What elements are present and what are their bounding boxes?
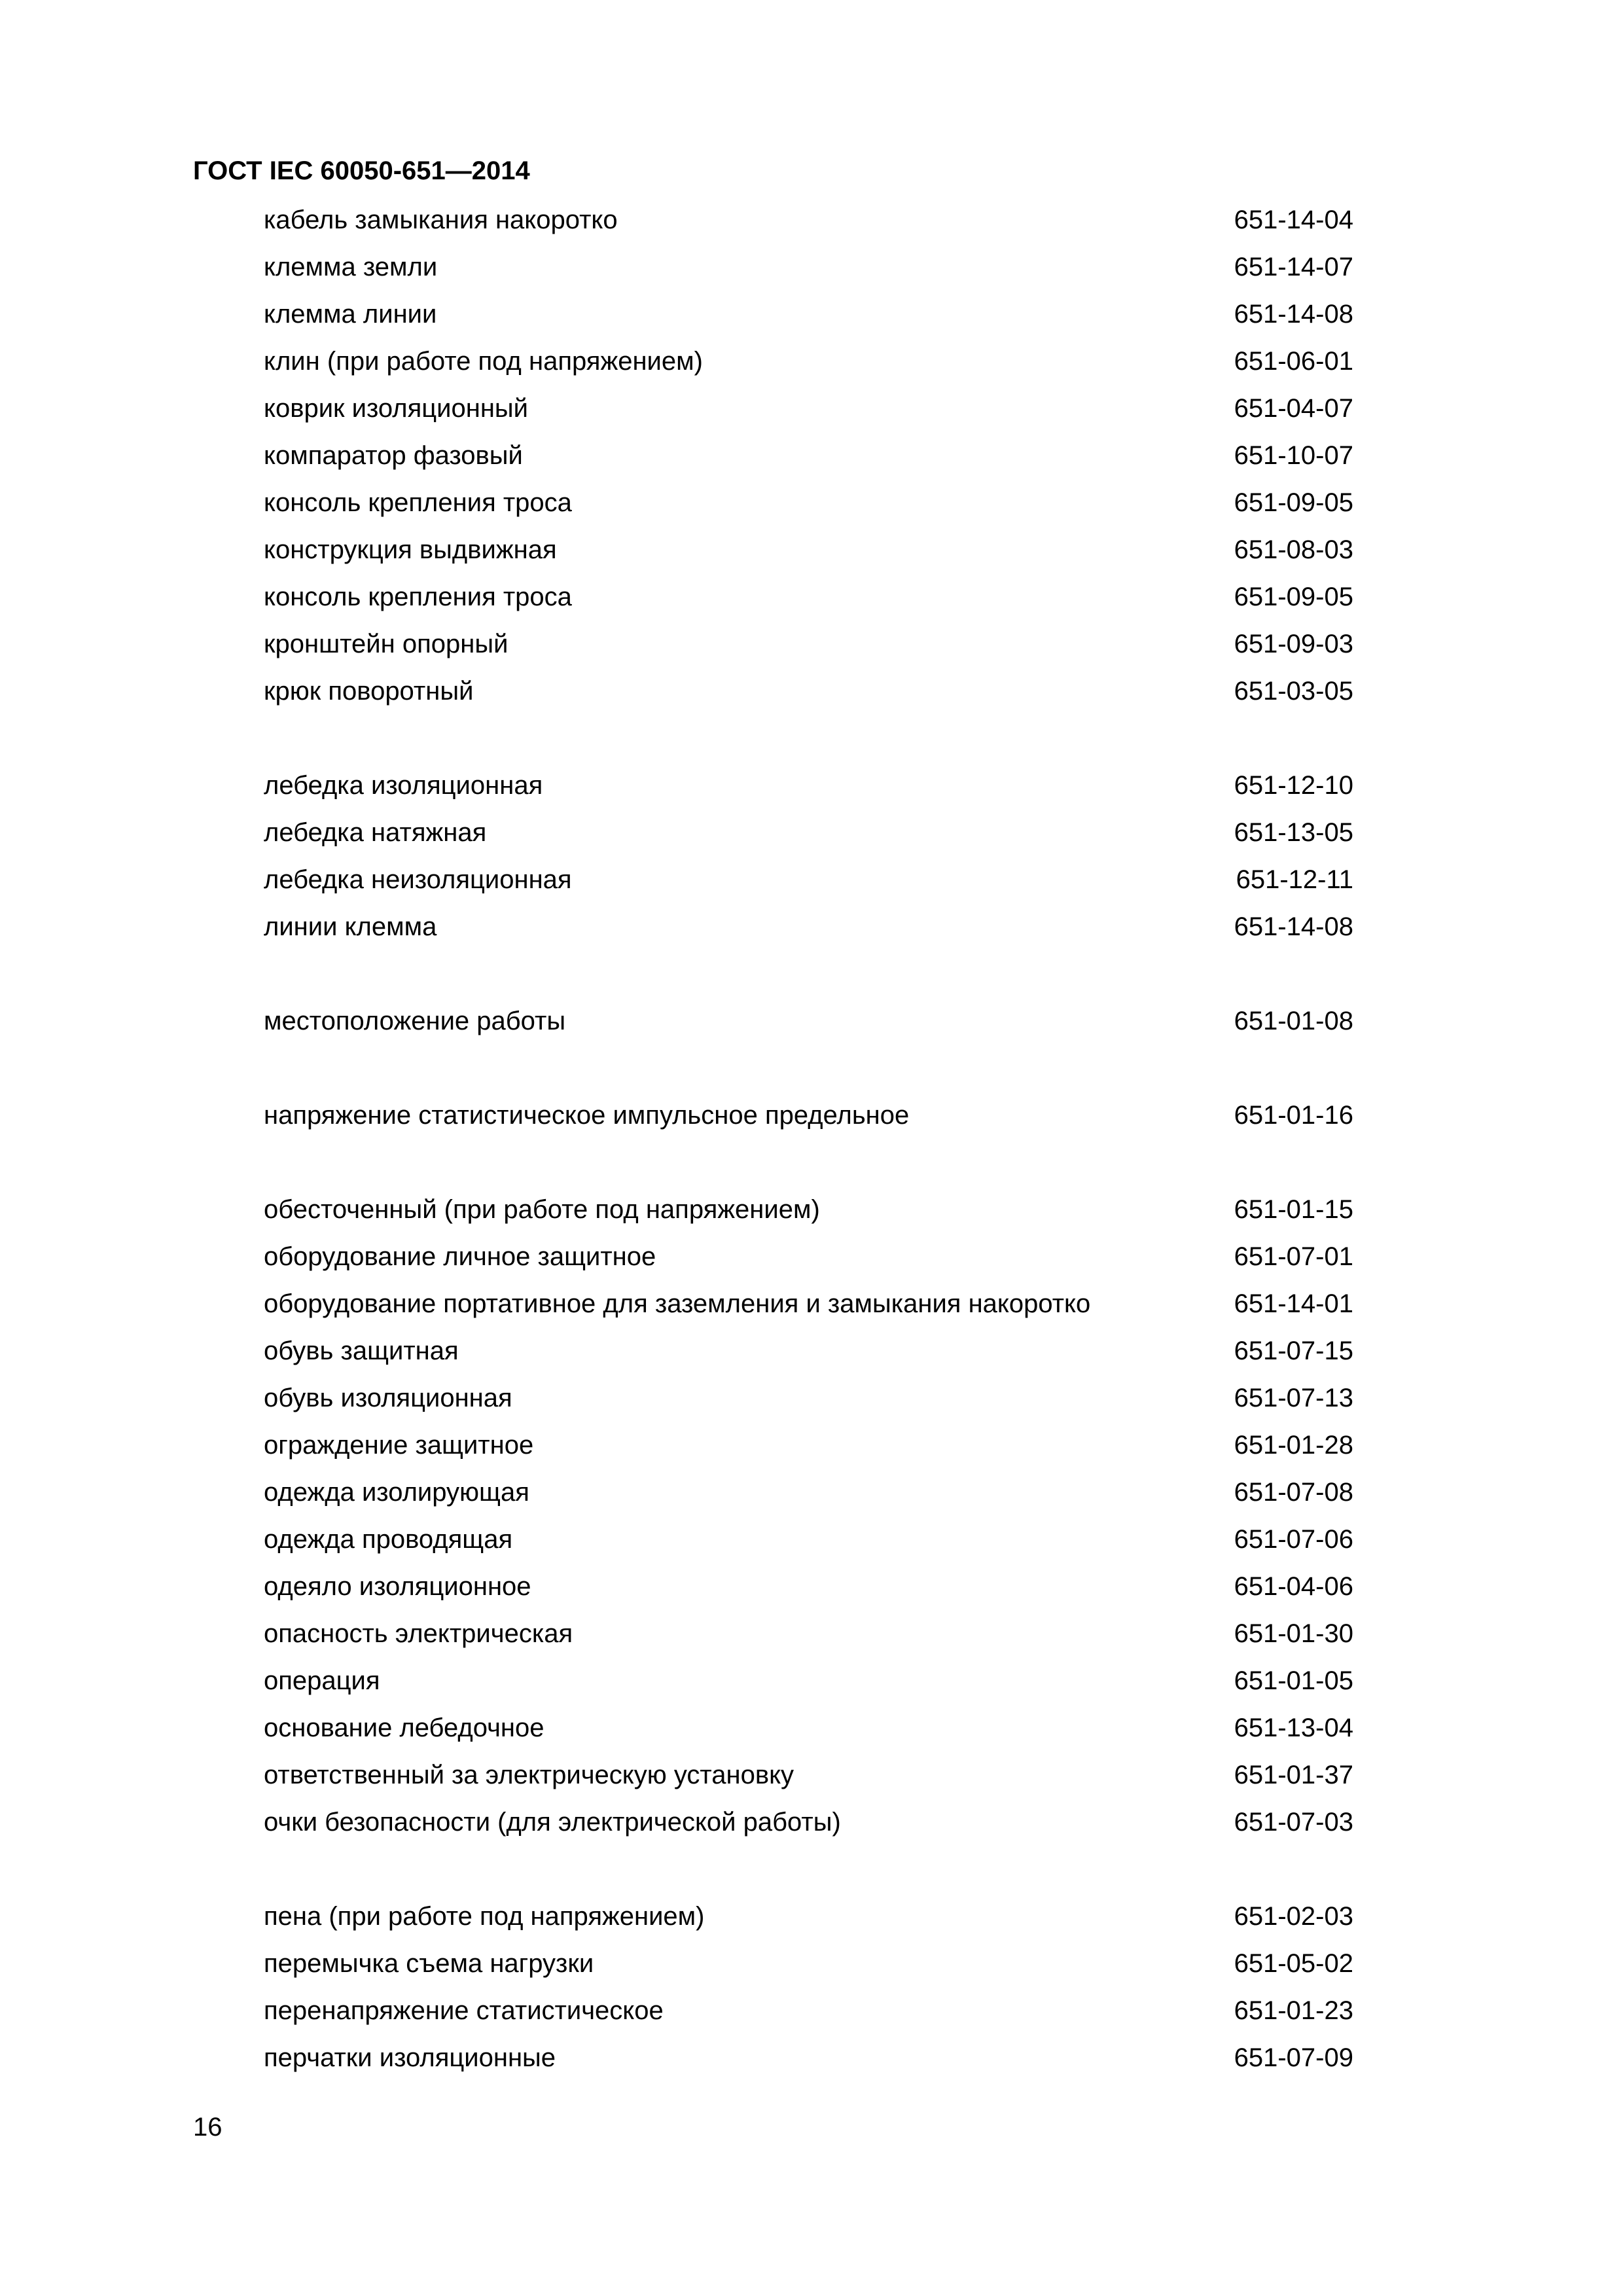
entry-code: 651-01-30 bbox=[1234, 1619, 1353, 1648]
document-header: ГОСТ IEC 60050-651—2014 bbox=[193, 156, 530, 185]
entry-term: операция bbox=[264, 1666, 380, 1695]
group-separator bbox=[264, 1846, 1353, 1893]
entry-term: клемма земли bbox=[264, 253, 438, 281]
index-entry bbox=[264, 1893, 1353, 1940]
index-entry bbox=[264, 1374, 1353, 1422]
entry-term: пена (при работе под напряжением) bbox=[264, 1902, 705, 1931]
index-entry bbox=[264, 1799, 1353, 1846]
index-entry bbox=[264, 1563, 1353, 1610]
index-entry bbox=[264, 1092, 1353, 1139]
entry-code: 651-12-10 bbox=[1234, 771, 1353, 800]
index-entry bbox=[264, 903, 1353, 950]
index-entry bbox=[264, 1751, 1353, 1799]
index-entry bbox=[264, 479, 1353, 526]
entry-code: 651-05-02 bbox=[1234, 1949, 1353, 1978]
group-separator bbox=[264, 950, 1353, 997]
page-number: 16 bbox=[193, 2113, 223, 2142]
entry-code: 651-01-15 bbox=[1234, 1195, 1353, 1224]
entry-term: коврик изоляционный bbox=[264, 394, 529, 423]
index-entry bbox=[264, 385, 1353, 432]
entry-code: 651-14-04 bbox=[1234, 206, 1353, 234]
index-entry bbox=[264, 1469, 1353, 1516]
entry-term: очки безопасности (для электрической работы) bbox=[264, 1808, 841, 1837]
entry-term: ограждение защитное bbox=[264, 1431, 534, 1460]
entry-code: 651-13-04 bbox=[1234, 1713, 1353, 1742]
entry-term: компаратор фазовый bbox=[264, 441, 523, 470]
entry-code: 651-14-01 bbox=[1234, 1289, 1353, 1318]
entry-code: 651-02-03 bbox=[1234, 1902, 1353, 1931]
entry-term: основание лебедочное bbox=[264, 1713, 544, 1742]
entry-code: 651-01-08 bbox=[1234, 1007, 1353, 1035]
entry-code: 651-07-09 bbox=[1234, 2043, 1353, 2072]
index-entry bbox=[264, 1610, 1353, 1657]
entry-code: 651-10-07 bbox=[1234, 441, 1353, 470]
entry-term: одеяло изоляционное bbox=[264, 1572, 531, 1601]
index-entry bbox=[264, 1657, 1353, 1704]
entry-term: крюк поворотный bbox=[264, 677, 474, 706]
entry-term: одежда проводящая bbox=[264, 1525, 513, 1554]
index-entry bbox=[264, 1327, 1353, 1374]
entry-code: 651-07-01 bbox=[1234, 1242, 1353, 1271]
entry-code: 651-14-08 bbox=[1234, 300, 1353, 329]
index-entry bbox=[264, 1704, 1353, 1751]
entry-term: лебедка изоляционная bbox=[264, 771, 543, 800]
index-entry bbox=[264, 668, 1353, 715]
entry-term: линии клемма bbox=[264, 912, 437, 941]
index-entry bbox=[264, 997, 1353, 1045]
index-entry bbox=[264, 1987, 1353, 2034]
index-entry bbox=[264, 573, 1353, 620]
group-separator bbox=[264, 1045, 1353, 1092]
index-entry bbox=[264, 243, 1353, 291]
entry-code: 651-14-07 bbox=[1234, 253, 1353, 281]
entry-term: консоль крепления троса bbox=[264, 488, 572, 517]
entry-code: 651-13-05 bbox=[1234, 818, 1353, 847]
entry-term: кронштейн опорный bbox=[264, 630, 508, 658]
entry-term: ответственный за электрическую установку bbox=[264, 1761, 794, 1789]
index-entry bbox=[264, 762, 1353, 809]
index-entry bbox=[264, 809, 1353, 856]
entry-code: 651-04-07 bbox=[1234, 394, 1353, 423]
index-entry bbox=[264, 1233, 1353, 1280]
index-entry bbox=[264, 196, 1353, 243]
group-separator bbox=[264, 1139, 1353, 1186]
entry-code: 651-09-05 bbox=[1234, 583, 1353, 611]
entry-term: оборудование личное защитное bbox=[264, 1242, 656, 1271]
entry-code: 651-09-05 bbox=[1234, 488, 1353, 517]
entry-code: 651-07-08 bbox=[1234, 1478, 1353, 1507]
index-entry bbox=[264, 2034, 1353, 2081]
entry-code: 651-07-03 bbox=[1234, 1808, 1353, 1837]
entry-code: 651-01-37 bbox=[1234, 1761, 1353, 1789]
entry-term: клин (при работе под напряжением) bbox=[264, 347, 703, 376]
term-index-list bbox=[264, 196, 1353, 2081]
entry-term: обесточенный (при работе под напряжением) bbox=[264, 1195, 820, 1224]
index-entry bbox=[264, 432, 1353, 479]
entry-term: лебедка натяжная bbox=[264, 818, 487, 847]
entry-term: местоположение работы bbox=[264, 1007, 566, 1035]
entry-term: обувь защитная bbox=[264, 1336, 459, 1365]
index-entry bbox=[264, 1516, 1353, 1563]
entry-code: 651-04-06 bbox=[1234, 1572, 1353, 1601]
index-entry bbox=[264, 291, 1353, 338]
entry-term: напряжение статистическое импульсное предельное bbox=[264, 1101, 910, 1130]
entry-code: 651-12-11 bbox=[1236, 865, 1353, 894]
entry-term: одежда изолирующая bbox=[264, 1478, 529, 1507]
entry-term: перемычка съема нагрузки bbox=[264, 1949, 594, 1978]
entry-code: 651-06-01 bbox=[1234, 347, 1353, 376]
entry-code: 651-01-05 bbox=[1234, 1666, 1353, 1695]
index-entry bbox=[264, 338, 1353, 385]
index-entry bbox=[264, 1186, 1353, 1233]
entry-code: 651-01-28 bbox=[1234, 1431, 1353, 1460]
entry-term: оборудование портативное для заземления и замыкания накоротко bbox=[264, 1289, 1091, 1318]
index-entry bbox=[264, 856, 1353, 903]
entry-term: опасность электрическая bbox=[264, 1619, 573, 1648]
entry-term: консоль крепления троса bbox=[264, 583, 572, 611]
index-entry bbox=[264, 1940, 1353, 1987]
entry-term: перенапряжение статистическое bbox=[264, 1996, 664, 2025]
entry-code: 651-14-08 bbox=[1234, 912, 1353, 941]
index-entry bbox=[264, 1280, 1353, 1327]
entry-code: 651-09-03 bbox=[1234, 630, 1353, 658]
entry-code: 651-07-06 bbox=[1234, 1525, 1353, 1554]
entry-term: конструкция выдвижная bbox=[264, 535, 557, 564]
entry-code: 651-07-13 bbox=[1234, 1384, 1353, 1412]
entry-code: 651-01-23 bbox=[1234, 1996, 1353, 2025]
entry-term: клемма линии bbox=[264, 300, 437, 329]
index-entry bbox=[264, 1422, 1353, 1469]
entry-term: кабель замыкания накоротко bbox=[264, 206, 618, 234]
entry-code: 651-07-15 bbox=[1234, 1336, 1353, 1365]
entry-code: 651-03-05 bbox=[1234, 677, 1353, 706]
entry-code: 651-01-16 bbox=[1234, 1101, 1353, 1130]
entry-term: перчатки изоляционные bbox=[264, 2043, 556, 2072]
index-entry bbox=[264, 620, 1353, 668]
group-separator bbox=[264, 715, 1353, 762]
entry-term: обувь изоляционная bbox=[264, 1384, 512, 1412]
index-entry bbox=[264, 526, 1353, 573]
entry-code: 651-08-03 bbox=[1234, 535, 1353, 564]
entry-term: лебедка неизоляционная bbox=[264, 865, 572, 894]
